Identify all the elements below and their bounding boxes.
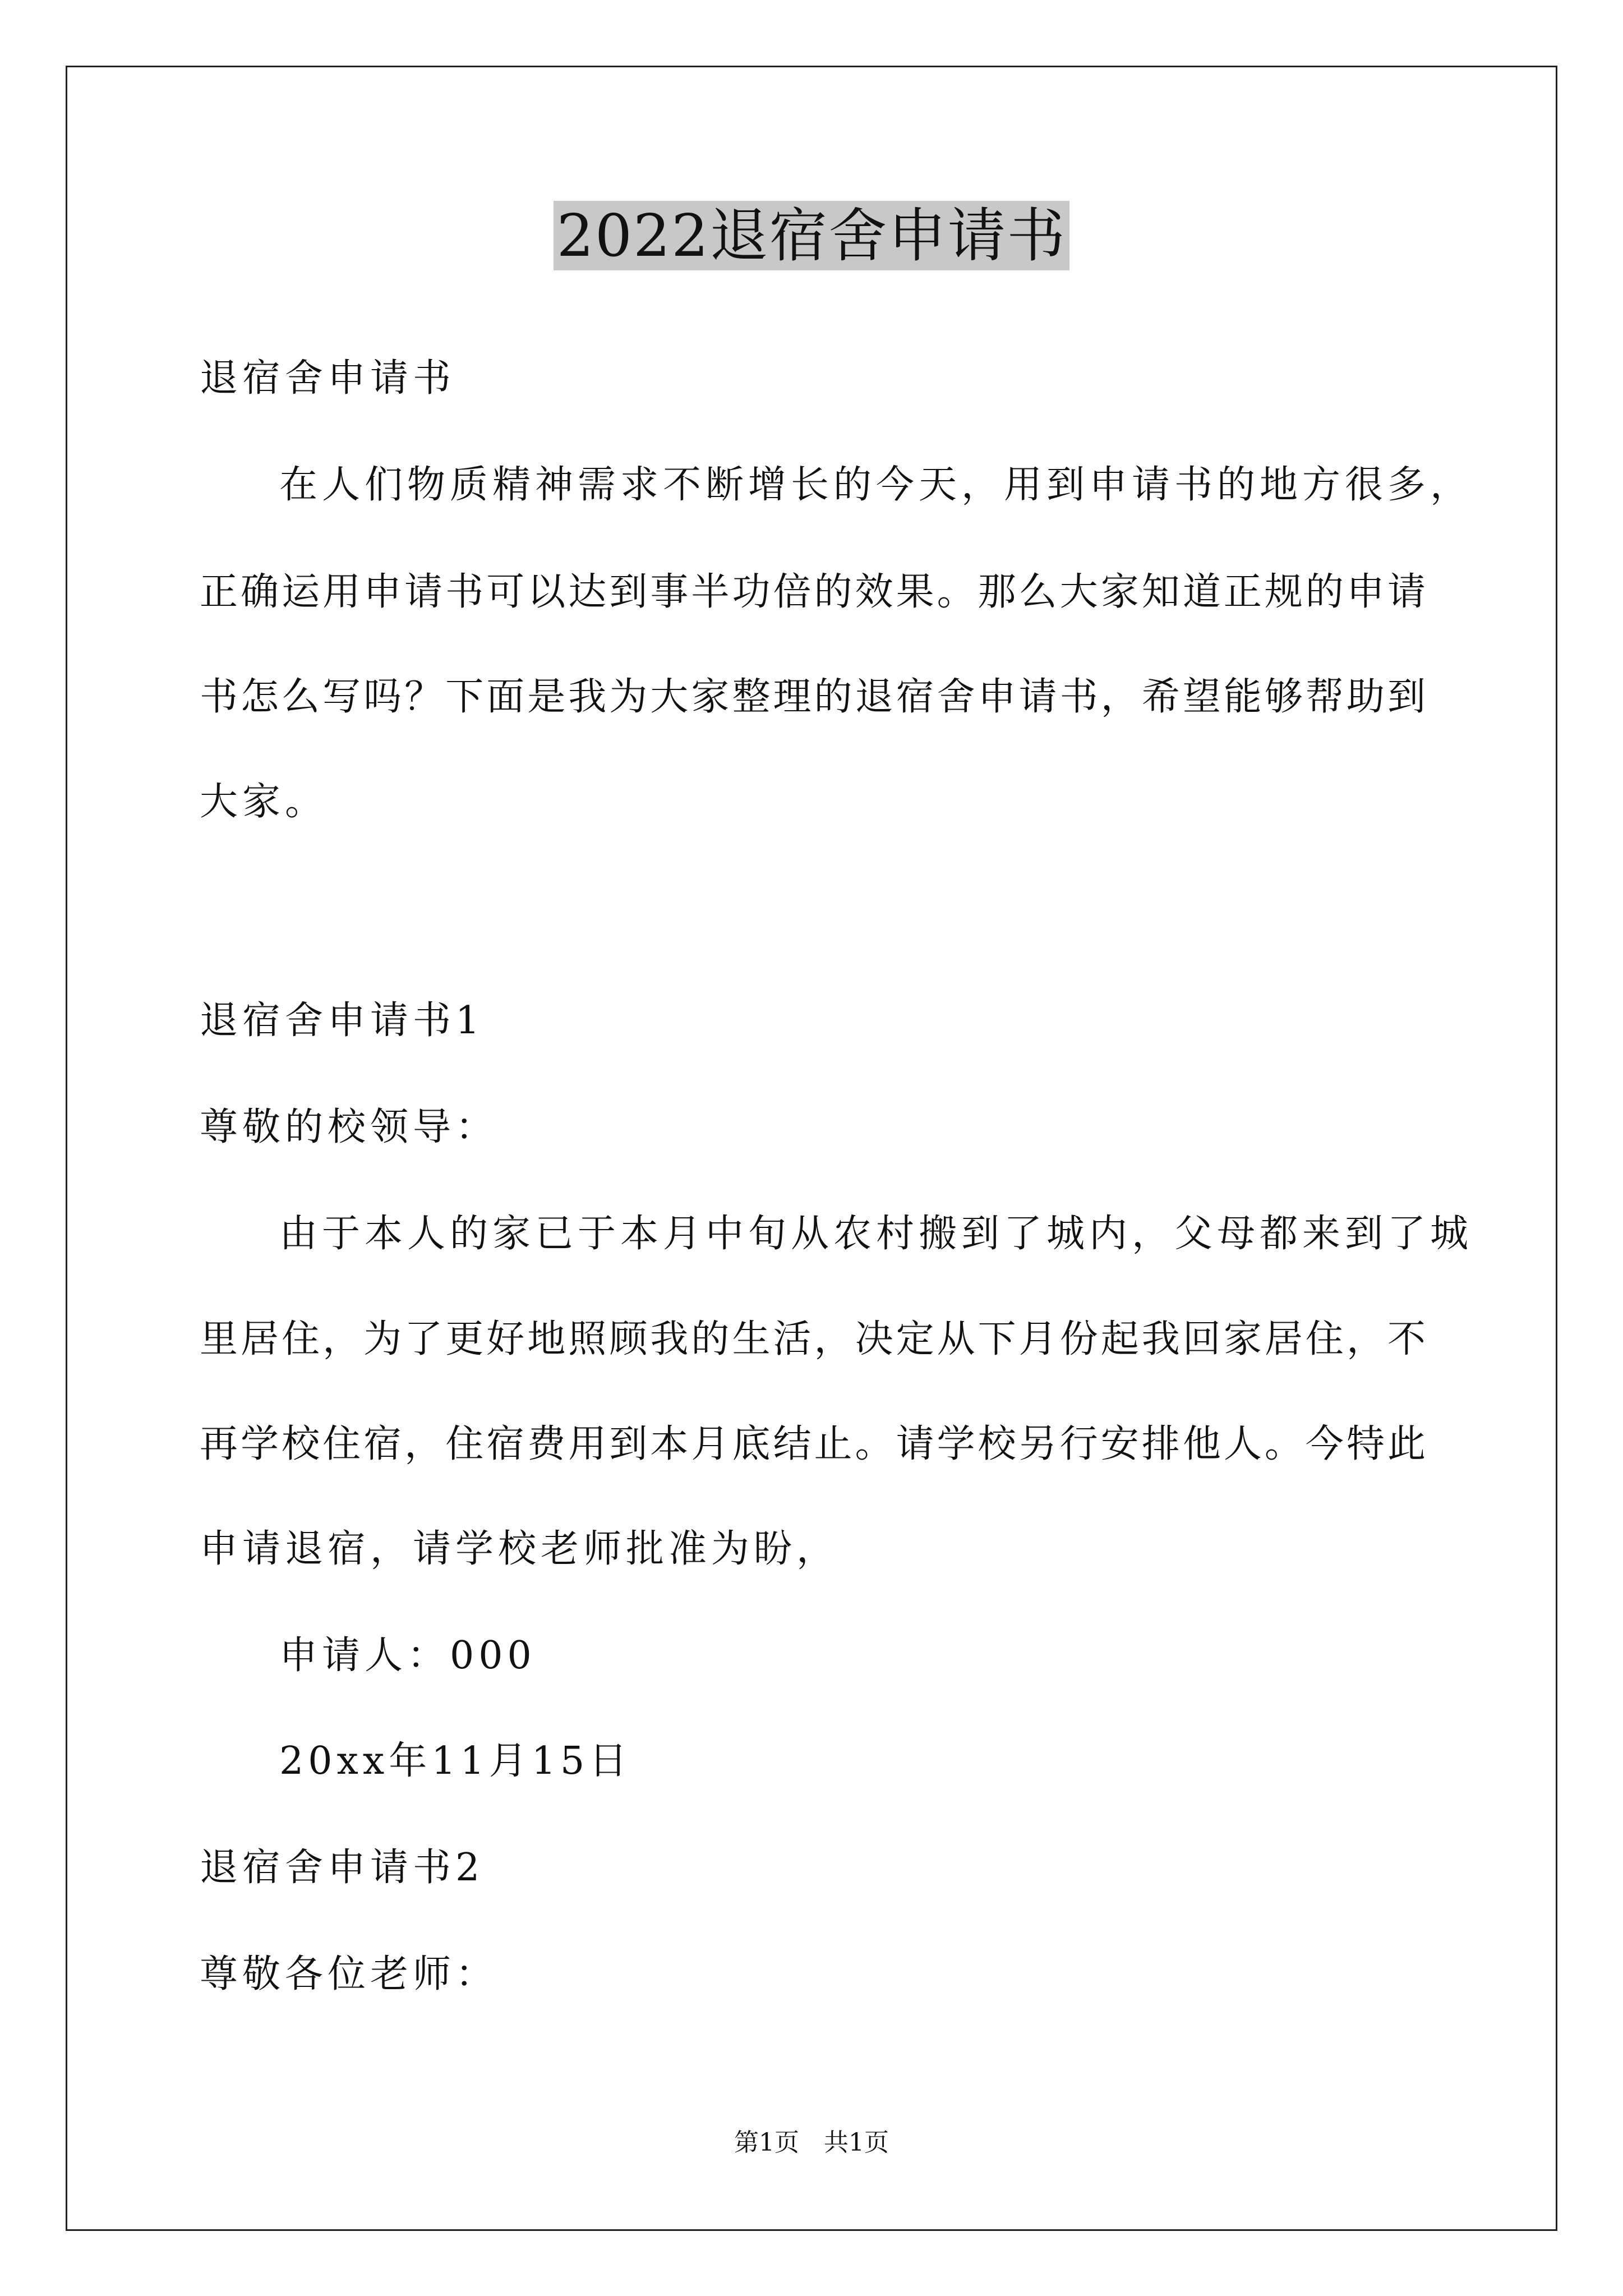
intro-line-3: 书怎么写吗？下面是我为大家整理的退宿舍申请书，希望能够帮助到 bbox=[200, 675, 1426, 719]
body-line-2: 里居住，为了更好地照顾我的生活，决定从下月份起我回家居住，不 bbox=[200, 1317, 1426, 1361]
subtitle-line: 退宿舍申请书 bbox=[200, 356, 456, 401]
salutation-2: 尊敬各位老师： bbox=[200, 1952, 499, 1996]
section-heading-2: 退宿舍申请书2 bbox=[200, 1846, 485, 1890]
intro-line-2: 正确运用申请书可以达到事半功倍的效果。那么大家知道正规的申请 bbox=[200, 570, 1426, 614]
salutation-1: 尊敬的校领导： bbox=[200, 1105, 499, 1149]
body-line-4: 申请退宿，请学校老师批准为盼， bbox=[200, 1527, 840, 1571]
document-title: 2022退宿舍申请书 bbox=[554, 201, 1070, 270]
intro-line-1: 在人们物质精神需求不断增长的今天，用到申请书的地方很多， bbox=[279, 463, 1473, 507]
applicant-line: 申请人：000 bbox=[279, 1634, 536, 1678]
intro-line-4: 大家。 bbox=[200, 780, 328, 824]
body-line-3: 再学校住宿，住宿费用到本月底结止。请学校另行安排他人。今特此 bbox=[200, 1422, 1426, 1466]
body-line-1: 由于本人的家已于本月中旬从农村搬到了城内，父母都来到了城 bbox=[279, 1212, 1473, 1256]
date-line: 20xx年11月15日 bbox=[279, 1739, 632, 1783]
title-container bbox=[0, 201, 1623, 270]
section-heading-1: 退宿舍申请书1 bbox=[200, 999, 485, 1043]
page-footer: 第1页 共1页 bbox=[734, 2128, 889, 2157]
